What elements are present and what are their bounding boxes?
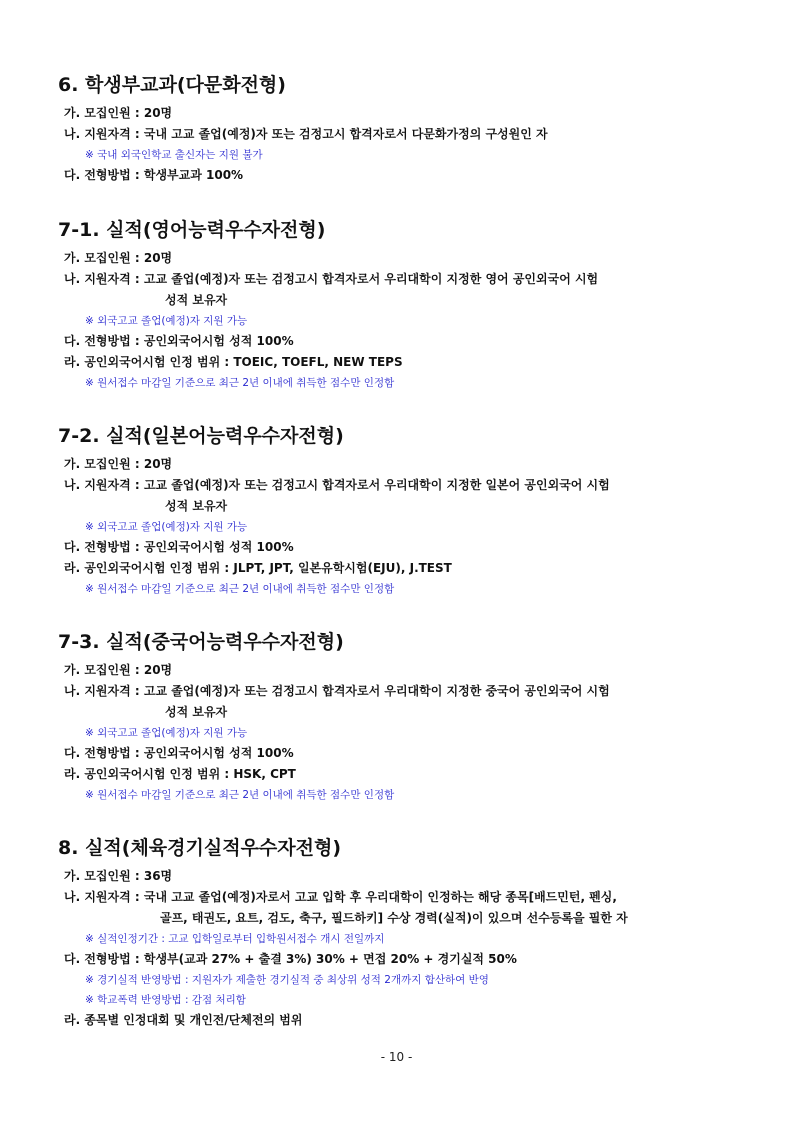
note: ※ 원서접수 마감일 기준으로 최근 2년 이내에 취득한 점수만 인정함 bbox=[85, 789, 395, 801]
accepted-tests: 라. 공인외국어시험 인정 범위 : HSK, CPT bbox=[64, 767, 296, 781]
selection-method: 다. 전형방법 : 학생부(교과 27% + 출결 3%) 30% + 면접 20% + 경기실적 50% bbox=[64, 952, 517, 966]
note: ※ 외국고교 졸업(예정)자 지원 가능 bbox=[85, 521, 248, 533]
note: ※ 외국고교 졸업(예정)자 지원 가능 bbox=[85, 727, 248, 739]
note: ※ 외국고교 졸업(예정)자 지원 가능 bbox=[85, 315, 248, 327]
note: ※ 실적인정기간 : 고교 입학일로부터 입학원서접수 개시 전일까지 bbox=[85, 933, 385, 945]
note: ※ 원서접수 마감일 기준으로 최근 2년 이내에 취득한 점수만 인정함 bbox=[85, 377, 395, 389]
note: ※ 국내 외국인학교 출신자는 지원 불가 bbox=[85, 149, 263, 161]
note: ※ 원서접수 마감일 기준으로 최근 2년 이내에 취득한 점수만 인정함 bbox=[85, 583, 395, 595]
recruit-count: 가. 모집인원 : 20명 bbox=[64, 106, 173, 120]
note: ※ 경기실적 반영방법 : 지원자가 제출한 경기실적 중 최상위 성적 2개까지 합산하여 반영 bbox=[85, 974, 489, 986]
recruit-count: 가. 모집인원 : 20명 bbox=[64, 663, 173, 677]
section-title: 6. 학생부교과(다문화전형) bbox=[58, 74, 286, 96]
section-title: 8. 실적(체육경기실적우수자전형) bbox=[58, 837, 342, 859]
section-6 bbox=[58, 73, 758, 186]
section-7-2 bbox=[58, 424, 758, 599]
section-title: 7-1. 실적(영어능력우수자전형) bbox=[58, 219, 326, 241]
recruit-count: 가. 모집인원 : 20명 bbox=[64, 251, 173, 265]
selection-method: 다. 전형방법 : 공인외국어시험 성적 100% bbox=[64, 540, 294, 554]
section-title: 7-2. 실적(일본어능력우수자전형) bbox=[58, 425, 344, 447]
recruit-count: 가. 모집인원 : 36명 bbox=[64, 869, 173, 883]
eligibility: 나. 지원자격 : 고교 졸업(예정)자 또는 검정고시 합격자로서 우리대학이 지정한 일본어 공인외국어 시험 bbox=[64, 478, 610, 492]
accepted-tests: 라. 공인외국어시험 인정 범위 : JLPT, JPT, 일본유학시험(EJU), J.TEST bbox=[64, 561, 452, 575]
event-scope: 라. 종목별 인정대회 및 개인전/단체전의 범위 bbox=[64, 1013, 303, 1027]
eligibility: 나. 지원자격 : 고교 졸업(예정)자 또는 검정고시 합격자로서 우리대학이 지정한 중국어 공인외국어 시험 bbox=[64, 684, 610, 698]
page-number: - 10 - bbox=[380, 1050, 413, 1064]
eligibility-continued: 성적 보유자 bbox=[165, 499, 228, 513]
eligibility-continued: 성적 보유자 bbox=[165, 705, 228, 719]
section-8 bbox=[58, 836, 758, 1031]
accepted-tests: 라. 공인외국어시험 인정 범위 : TOEIC, TOEFL, NEW TEPS bbox=[64, 355, 403, 369]
note: ※ 학교폭력 반영방법 : 감점 처리함 bbox=[85, 994, 246, 1006]
eligibility: 나. 지원자격 : 국내 고교 졸업(예정)자로서 고교 입학 후 우리대학이 인정하는 해당 종목[배드민턴, 펜싱, bbox=[64, 890, 617, 904]
selection-method: 다. 전형방법 : 학생부교과 100% bbox=[64, 168, 244, 182]
section-7-1 bbox=[58, 218, 758, 393]
eligibility: 나. 지원자격 : 고교 졸업(예정)자 또는 검정고시 합격자로서 우리대학이 지정한 영어 공인외국어 시험 bbox=[64, 272, 599, 286]
recruit-count: 가. 모집인원 : 20명 bbox=[64, 457, 173, 471]
selection-method: 다. 전형방법 : 공인외국어시험 성적 100% bbox=[64, 334, 294, 348]
eligibility-continued: 성적 보유자 bbox=[165, 293, 228, 307]
eligibility-continued: 골프, 태권도, 요트, 검도, 축구, 필드하키] 수상 경력(실적)이 있으며 선수등록을 필한 자 bbox=[160, 911, 628, 925]
section-title: 7-3. 실적(중국어능력우수자전형) bbox=[58, 631, 344, 653]
eligibility: 나. 지원자격 : 국내 고교 졸업(예정)자 또는 검정고시 합격자로서 다문화가정의 구성원인 자 bbox=[64, 127, 548, 141]
section-7-3 bbox=[58, 630, 758, 805]
selection-method: 다. 전형방법 : 공인외국어시험 성적 100% bbox=[64, 746, 294, 760]
